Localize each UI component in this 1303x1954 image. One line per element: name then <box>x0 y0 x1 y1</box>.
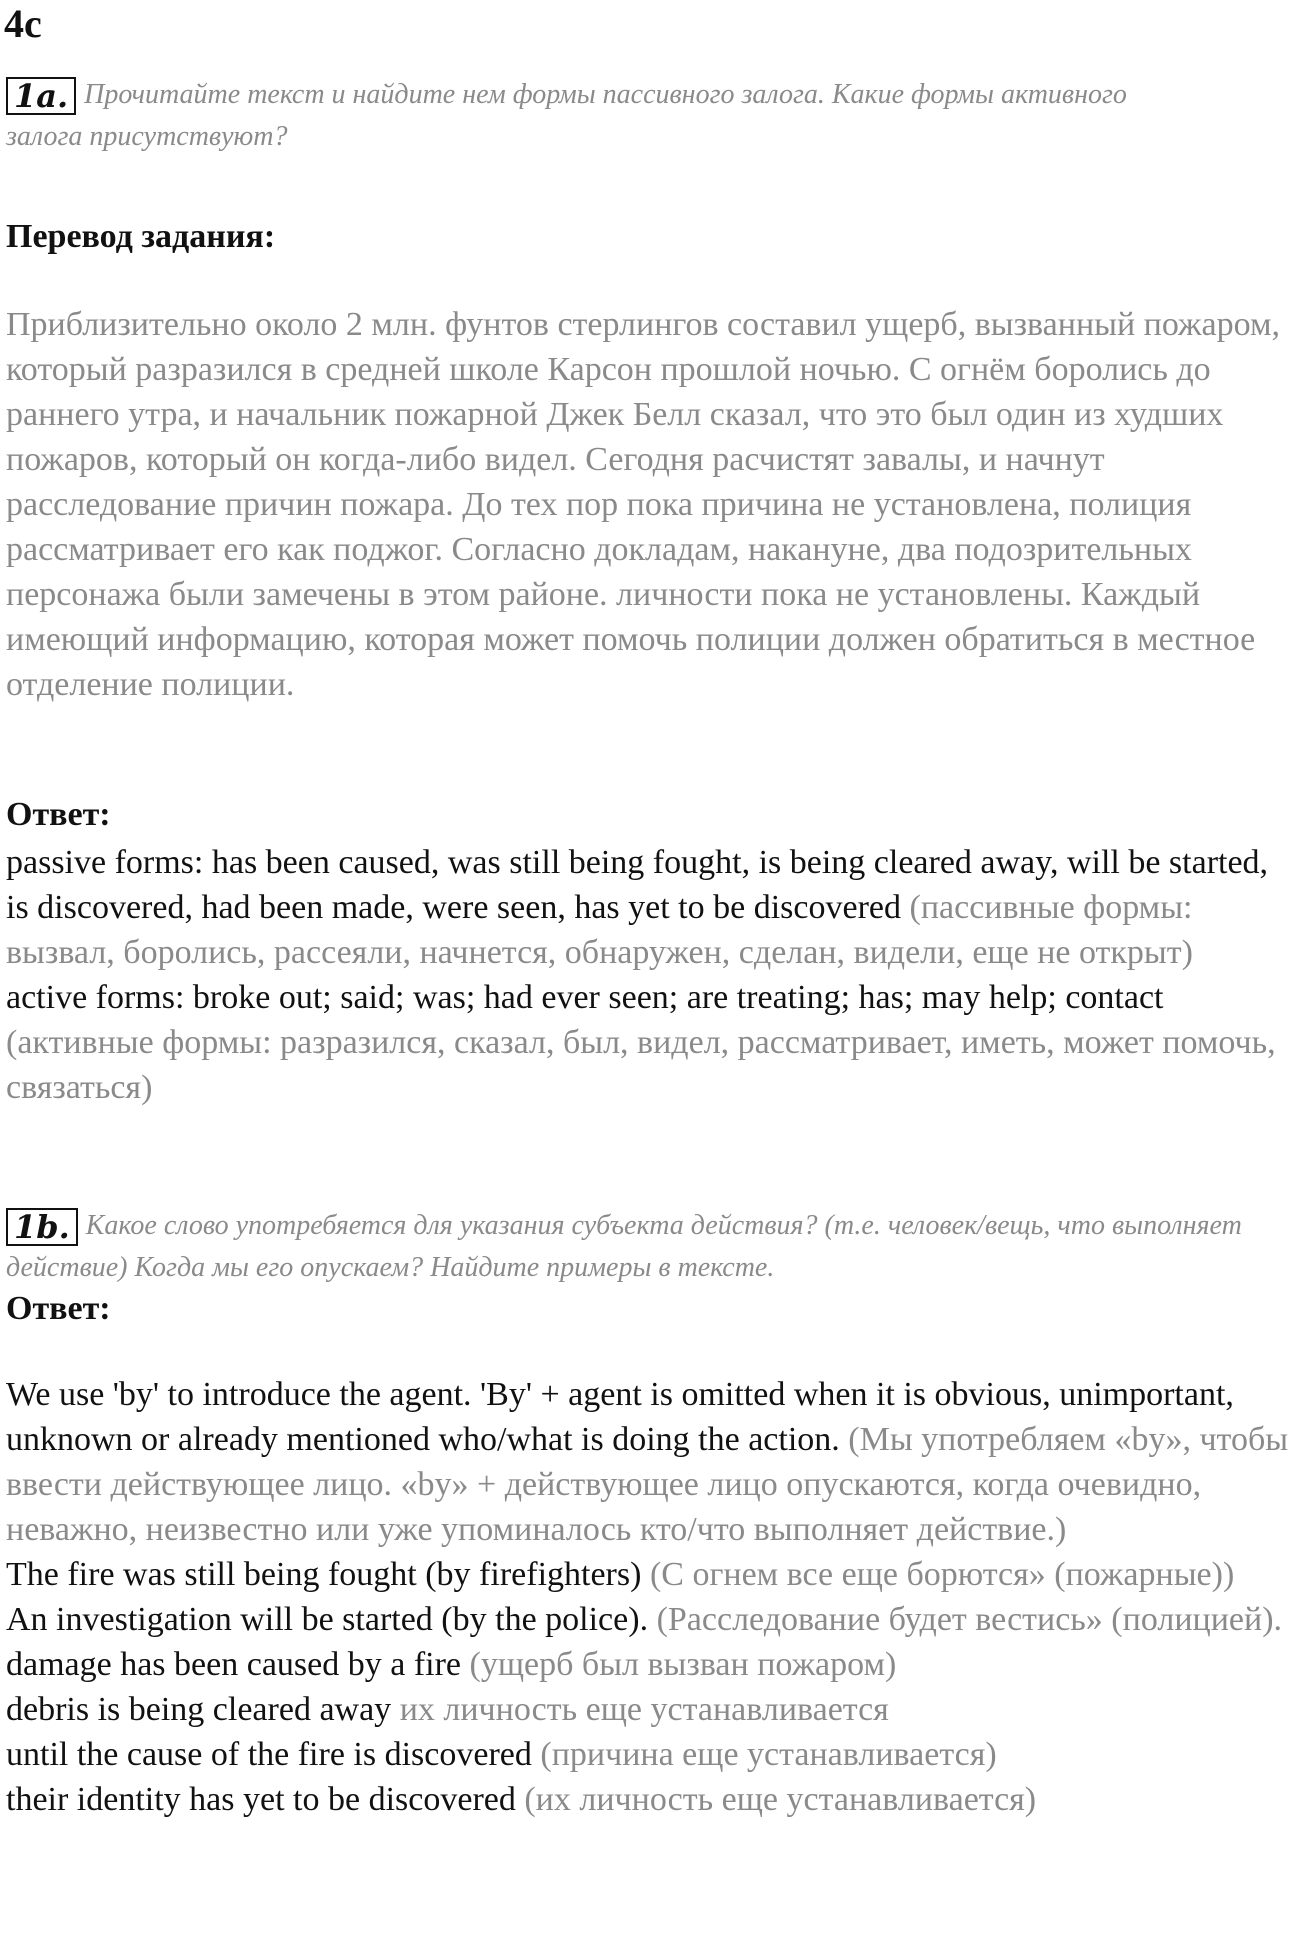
passive-forms-text: passive forms: has been caused, was still being fought, is being cleared away, will be started, is discovered, had been made, were seen, has yet to be discovered <box>6 844 1269 926</box>
example-translation: (Расследование будет вестись» (полицией). <box>656 1601 1283 1638</box>
example-text: until the cause of the fire is discovered <box>6 1736 532 1773</box>
example-text: The fire was still being fought (by firefighters) <box>6 1556 642 1593</box>
answer-label: Ответ: <box>6 1290 111 1327</box>
passive-forms-translation: (пассивные формы: вызвал, боролись, рассеяли, начнется, обнаружен, сделан, видели, еще не открыт) <box>6 889 1193 971</box>
task-number-badge: 1a. <box>6 77 76 115</box>
task-instruction: Прочитайте текст и найдите нем формы пассивного залога. Какие формы активного залога присутствуют? <box>6 79 1127 152</box>
task-1b <box>6 1205 1266 1289</box>
task-instruction: Какое слово употребяется для указания субъекта действия? (т.е. человек/вещь, что выполняет действие) Когда мы его опускаем? Найдите примеры в тексте. <box>6 1210 1242 1283</box>
page-title: 4c <box>4 1 42 46</box>
active-forms-text: active forms: broke out; said; was; had ever seen; are treating; has; may help; contact <box>6 979 1164 1016</box>
example-line <box>6 1552 1298 1597</box>
translation-text: Приблизительно около 2 млн. фунтов стерлингов составил ущерб, вызванный пожаром, который разразился в средней школе Карсон прошлой ночью. С огнём боролись до раннего утра, и начальник пожарной Джек Белл сказал, что это был один из худших пожаров, который он когда-либо видел. Сегодня расчистят завалы, и начнут расследование причин пожара. До тех пор пока причина не установлена, полиция рассматривает его как поджог. Согласно докладам, накануне, два подозрительных персонажа были замечены в этом районе. личности пока не установлены. Каждый имеющий информацию, которая может помочь полиции должен обратиться в местное отделение полиции. <box>6 306 1280 703</box>
example-translation: (их личность еще устанавливается) <box>524 1781 1037 1818</box>
active-forms-translation: (активные формы: разразился, сказал, был, видел, рассматривает, иметь, может помочь, связаться) <box>6 1024 1276 1106</box>
translation-heading: Перевод задания: <box>6 218 276 255</box>
answer-label: Ответ: <box>6 796 111 833</box>
task-number-badge: 1b. <box>6 1208 78 1246</box>
answer-1a <box>6 840 1298 1110</box>
example-translation: их личность еще устанавливается <box>399 1691 889 1728</box>
task-1a <box>6 74 1206 158</box>
answer-1b <box>6 1372 1298 1822</box>
agent-rule-translation: (Мы употребляем «by», чтобы ввести действующее лицо. «by» + действующее лицо опускаются, когда очевидно, неважно, неизвестно или уже упоминалось кто/что выполняет действие.) <box>6 1421 1289 1548</box>
example-translation: (С огнем все еще борются» (пожарные)) <box>649 1556 1235 1593</box>
example-translation: (ущерб был вызван пожаром) <box>469 1646 897 1683</box>
agent-rule-text: We use 'by' to introduce the agent. 'By' + agent is omitted when it is obvious, unimportant, unknown or already mentioned who/what is doing the action. <box>6 1376 1234 1458</box>
example-text: their identity has yet to be discovered <box>6 1781 516 1818</box>
example-line <box>6 1777 1298 1822</box>
example-text: An investigation will be started (by the police). <box>6 1601 649 1638</box>
example-line <box>6 1732 1298 1777</box>
example-translation: (причина еще устанавливается) <box>540 1736 997 1773</box>
example-text: damage has been caused by a fire <box>6 1646 461 1683</box>
example-line <box>6 1597 1298 1642</box>
example-line <box>6 1687 1298 1732</box>
example-text: debris is being cleared away <box>6 1691 392 1728</box>
example-line <box>6 1642 1298 1687</box>
